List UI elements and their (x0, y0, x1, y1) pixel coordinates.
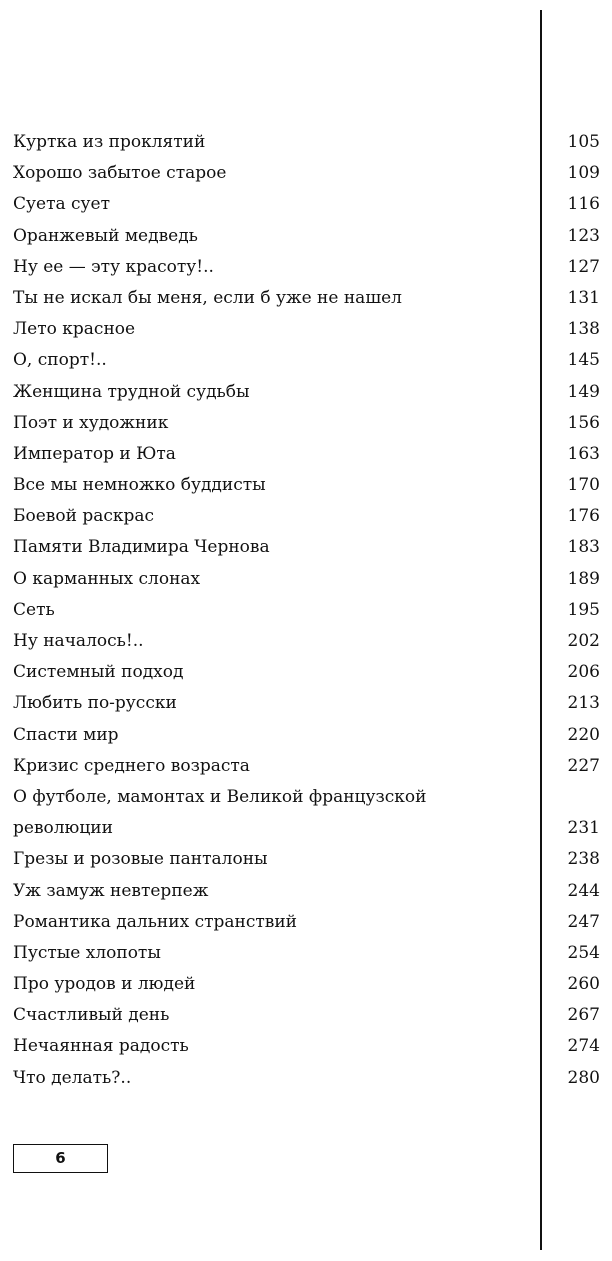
toc-entry (13, 1031, 600, 1062)
toc-entry-title: Нечаянная радость (13, 1036, 189, 1057)
toc-entry-title: Уж замуж невтерпеж (13, 880, 209, 901)
toc-entry-title: Что делать?.. (13, 1067, 132, 1088)
toc-entry-title: О, спорт!.. (13, 350, 107, 371)
toc-entry-page: 238 (567, 849, 600, 870)
toc-entry-page: 149 (567, 381, 600, 402)
toc-entry (13, 377, 600, 408)
toc-entry (13, 314, 600, 345)
toc-entry-title: Оранжевый медведь (13, 225, 198, 246)
toc-entry-title: Суета сует (13, 194, 111, 215)
table-of-contents (13, 127, 600, 1094)
toc-entry (13, 626, 600, 657)
toc-entry (13, 876, 600, 907)
toc-entry-page: 244 (567, 880, 600, 901)
toc-entry-title: Ты не искал бы меня, если б уже не нашел (13, 287, 402, 308)
toc-entry-title: Памяти Владимира Чернова (13, 537, 270, 558)
toc-entry-page: 206 (567, 662, 600, 683)
toc-entry (13, 158, 600, 189)
toc-entry-title: Хорошо забытое старое (13, 163, 227, 184)
toc-entry-page: 202 (567, 631, 600, 651)
toc-entry (13, 252, 600, 283)
toc-entry-title: революции (13, 818, 113, 839)
toc-entry (13, 782, 600, 813)
toc-entry-title: Грезы и розовые панталоны (13, 849, 268, 870)
toc-entry-title: Спасти мир (13, 724, 119, 745)
toc-entry (13, 564, 600, 595)
toc-entry-title: О карманных слонах (13, 568, 201, 589)
toc-entry-page: 267 (567, 1005, 600, 1026)
toc-entry-page: 195 (567, 599, 600, 620)
toc-entry (13, 657, 600, 688)
toc-entry-page: 227 (567, 755, 600, 776)
toc-entry-page: 131 (567, 287, 600, 308)
toc-entry-page: 127 (567, 256, 600, 277)
toc-entry (13, 720, 600, 751)
toc-entry-title: Женщина трудной судьбы (13, 381, 250, 402)
toc-entry-page: 105 (567, 132, 600, 152)
toc-entry-page: 260 (567, 974, 600, 995)
toc-entry-page: 231 (567, 818, 600, 839)
toc-entry (13, 470, 600, 501)
toc-entry-title: Пустые хлопоты (13, 942, 161, 963)
toc-entry-page: 138 (567, 319, 600, 340)
toc-entry (13, 501, 600, 532)
toc-entry-page: 156 (567, 412, 600, 433)
toc-entry (13, 189, 600, 220)
toc-entry (13, 408, 600, 439)
toc-entry-title: Император и Юта (13, 443, 176, 464)
toc-entry-page: 247 (567, 911, 600, 932)
toc-entry (13, 907, 600, 938)
toc-entry-page: 183 (567, 537, 600, 558)
toc-entry-title: Лето красное (13, 319, 136, 340)
toc-entry-title: Куртка из проклятий (13, 132, 206, 152)
toc-entry (13, 532, 600, 563)
page-number: 6 (55, 1149, 66, 1167)
toc-entry (13, 595, 600, 626)
toc-entry (13, 969, 600, 1000)
toc-entry (13, 283, 600, 314)
toc-entry-page: 116 (567, 194, 600, 215)
toc-entry-title: Счастливый день (13, 1005, 170, 1026)
toc-entry-page: 145 (567, 350, 600, 371)
toc-entry-page: 109 (567, 163, 600, 184)
toc-entry-title: Любить по-русски (13, 693, 177, 714)
toc-entry-page: 220 (567, 724, 600, 745)
toc-entry-title: Боевой раскрас (13, 506, 155, 527)
toc-entry-title: Ну ее — эту красоту!.. (13, 256, 214, 277)
toc-entry-page: 123 (567, 225, 600, 246)
toc-entry-title: Кризис среднего возраста (13, 755, 250, 776)
toc-entry (13, 439, 600, 470)
toc-entry-title: Все мы немножко буддисты (13, 475, 266, 496)
toc-entry-title: Про уродов и людей (13, 974, 196, 995)
toc-entry-title: Поэт и художник (13, 412, 169, 433)
toc-entry (13, 345, 600, 376)
toc-entry (13, 221, 600, 252)
toc-entry-title: Ну началось!.. (13, 631, 144, 651)
toc-entry-title: О футболе, мамонтах и Великой французской (13, 786, 427, 807)
toc-entry-page: 213 (567, 693, 600, 714)
toc-entry (13, 813, 600, 844)
toc-entry-page: 280 (567, 1067, 600, 1088)
toc-entry (13, 1000, 600, 1031)
toc-entry-title: Сеть (13, 599, 55, 620)
toc-entry-title: Системный подход (13, 662, 184, 683)
toc-entry (13, 844, 600, 875)
toc-entry (13, 127, 600, 158)
toc-entry (13, 938, 600, 969)
toc-entry-page: 170 (567, 475, 600, 496)
toc-entry-page: 176 (567, 506, 600, 527)
toc-entry-title: Романтика дальних странствий (13, 911, 298, 932)
toc-entry-page: 189 (567, 568, 600, 589)
toc-entry (13, 751, 600, 782)
toc-entry-page: 274 (567, 1036, 600, 1057)
page-number-box (13, 1144, 108, 1173)
toc-entry-page: 163 (567, 443, 600, 464)
toc-entry-page: 254 (567, 942, 600, 963)
toc-entry (13, 1063, 600, 1094)
toc-entry (13, 688, 600, 719)
